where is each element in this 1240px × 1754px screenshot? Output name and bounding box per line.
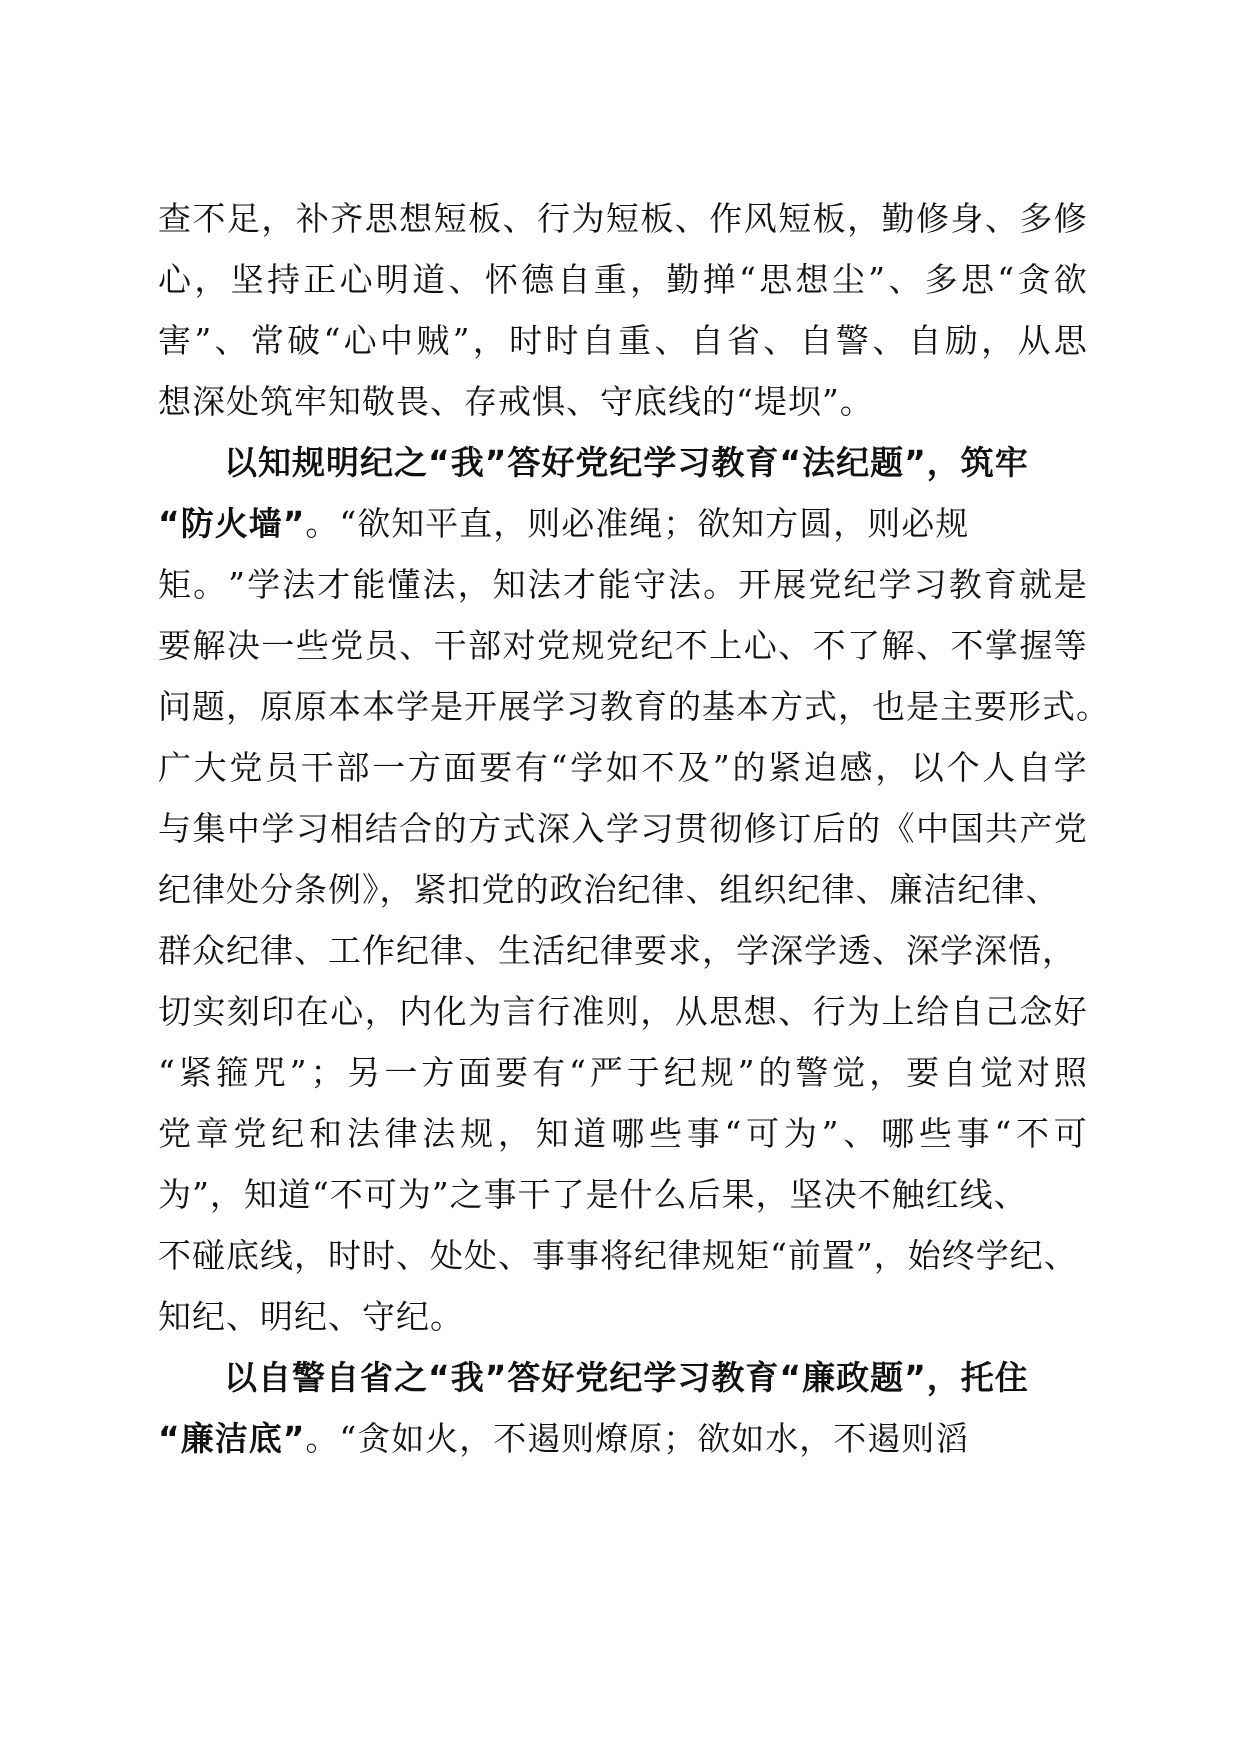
- paragraph-2-body-line-6: 纪律处分条例》，紧扣党的政治纪律、组织纪律、廉洁纪律、: [158, 870, 1060, 909]
- document-body: [158, 188, 1110, 1469]
- paragraph-2-line-2: [158, 493, 1088, 554]
- paragraph-3-heading-rest: 。“贪如火，不遏则燎原；欲如水，不遏则滔: [305, 1419, 970, 1458]
- paragraph-3-line-2: [158, 1408, 1088, 1469]
- paragraph-2-heading-line-1: 以知规明纪之“我”答好党纪学习教育“法纪题”，筑牢: [224, 443, 1029, 482]
- paragraph-1-line-1: 查 不 足 ， 补 齐 思 想 短 板 、 行 为 短 板 、 作 风 短 板 ， 勤 修 身 、 多 修: [158, 199, 1088, 238]
- paragraph-3-heading-bold: “廉洁底”: [158, 1419, 306, 1458]
- paragraph-3-heading-line-1: 以自警自省之“我”答好党纪学习教育“廉政题”，托住: [224, 1358, 1029, 1397]
- paragraph-2-body-line-10: 党 章 党 纪 和 法 律 法 规 ， 知 道 哪 些 事 “ 可 为 ” 、 哪 些 事 “ 不 可: [158, 1114, 1088, 1153]
- paragraph-2-body-line-4: 广 大 党 员 干 部 一 方 面 要 有 “ 学 如 不 及 ” 的 紧 迫 感 ， 以 个 人 自 学: [158, 748, 1088, 787]
- paragraph-2-body-line-9: “ 紧 箍 咒 ” ； 另 一 方 面 要 有 “ 严 于 纪 规 ” 的 警 觉 ， 要 自 觉 对 照: [158, 1053, 1088, 1092]
- paragraph-2-body-line-1: 矩 。 ” 学 法 才 能 懂 法 ， 知 法 才 能 守 法 。 开 展 党 纪 学 习 教 育 就 是: [158, 565, 1088, 604]
- paragraph-2-heading-rest: 。“欲知平直，则必准绳；欲知方圆，则必规: [305, 504, 970, 543]
- paragraph-2-body-line-12: 不碰底线，时时、处处、事事将纪律规矩“前置”，始终学纪、: [158, 1236, 1078, 1275]
- paragraph-1-line-2: 心 ， 坚 持 正 心 明 道 、 怀 德 自 重 ， 勤 掸 “ 思 想 尘 ” 、 多 思 “ 贪 欲: [158, 260, 1088, 299]
- paragraph-2-body-line-11: 为”，知道“不可为”之事干了是什么后果，坚决不触红线、: [158, 1175, 1028, 1214]
- paragraph-2-body-line-2: 要 解 决 一 些 党 员 、 干 部 对 党 规 党 纪 不 上 心 、 不 了 解 、 不 掌 握 等: [158, 626, 1088, 665]
- paragraph-2-body-line-5: 与 集 中 学 习 相 结 合 的 方 式 深 入 学 习 贯 彻 修 订 后 的 《 中 国 共 产 党: [158, 809, 1088, 848]
- paragraph-2-body-line-13: 知纪、明纪、守纪。: [158, 1297, 464, 1336]
- paragraph-1-line-4: 想深处筑牢知敬畏、存戒惧、守底线的“堤坝”。: [158, 382, 874, 421]
- paragraph-1-line-3: 害 ” 、 常 破 “ 心 中 贼 ” ， 时 时 自 重 、 自 省 、 自 警 、 自 励 ， 从 思: [158, 321, 1088, 360]
- paragraph-2-body-line-3: 问题，原原本本学是开展学习教育的基本方式，也是主要形式。: [158, 687, 1110, 726]
- paragraph-2-body-line-7: 群众纪律、工作纪律、生活纪律要求，学深学透、深学深悟，: [158, 931, 1076, 970]
- paragraph-2-heading-bold: “防火墙”: [158, 504, 306, 543]
- paragraph-2-body-line-8: 切 实 刻 印 在 心 ， 内 化 为 言 行 准 则 ， 从 思 想 、 行 为 上 给 自 己 念 好: [158, 992, 1088, 1031]
